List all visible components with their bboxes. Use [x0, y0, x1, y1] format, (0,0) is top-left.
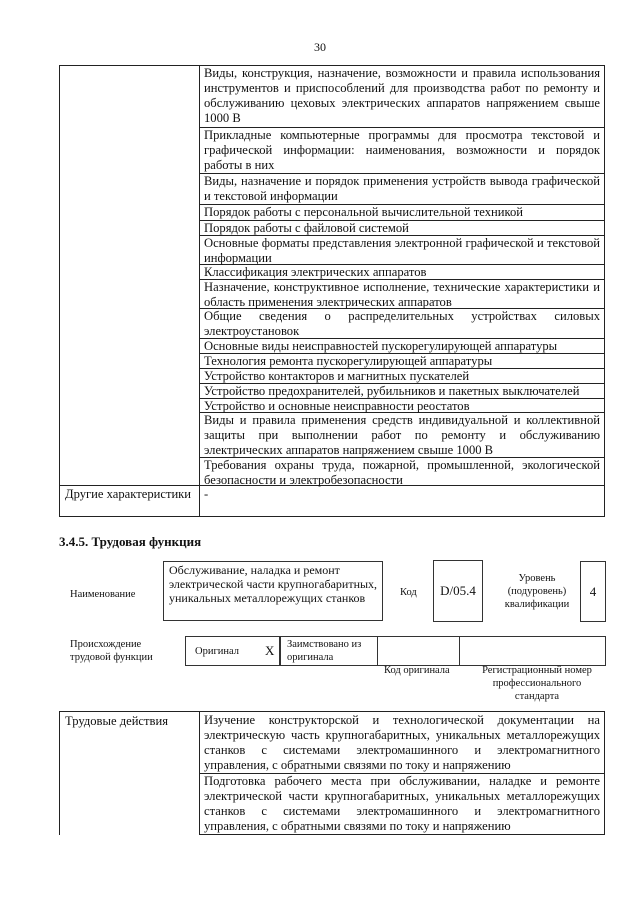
name-value-box [163, 561, 383, 621]
knowledge-item: Прикладные компьютерные программы для просмотра текстовой и графической информации: наименования, возможности и порядок работы в них [204, 128, 600, 172]
actions-label: Трудовые действия [65, 714, 169, 728]
origin-label: Происхождение трудовой функции [70, 639, 153, 663]
function-name: Обслуживание, наладка и ремонт электрической части крупногабаритных, уникальных металлорежущих станков [169, 563, 378, 605]
knowledge-item: Технология ремонта пускорегулирующей аппаратуры [204, 354, 493, 368]
knowledge-item: Классификация электрических аппаратов [204, 265, 427, 279]
knowledge-item: Основные форматы представления электронной графической и текстовой информации [204, 236, 600, 265]
knowledge-item: Устройство контакторов и магнитных пускателей [204, 369, 470, 383]
knowledge-item: Основные виды неисправностей пускорегулирующей аппаратуры [204, 339, 558, 353]
other-characteristics-label: Другие характеристики [65, 487, 192, 501]
borrowed-label: Заимствовано из оригинала [287, 639, 362, 663]
qualification-level: 4 [589, 584, 597, 599]
section-heading: 3.4.5. Трудовая функция [59, 534, 202, 549]
level-value-box [580, 561, 606, 622]
knowledge-item: Требования охраны труда, пожарной, промышленной, экологической безопасности и электробезопасности [204, 458, 600, 487]
knowledge-item: Виды, конструкция, назначение, возможности и правила использования инструментов и приспособлений для производства работ по ремонту и обслуживанию цеховых электрических аппаратов напряжением свыше 1000 В [204, 66, 600, 125]
borrowed-box [280, 636, 378, 666]
knowledge-item: Порядок работы с файловой системой [204, 221, 409, 235]
other-characteristics-value: - [204, 487, 209, 501]
knowledge-item: Устройство предохранителей, рубильников и пакетных выключателей [204, 384, 580, 398]
knowledge-item: Порядок работы с персональной вычислительной техникой [204, 205, 523, 219]
code-label: Код [400, 587, 417, 598]
function-code: D/05.4 [440, 583, 476, 598]
action-item: Подготовка рабочего места при обслуживании, наладке и ремонте электрической части крупногабаритных, уникальных металлорежущих станков с системами электромашинного и электромагнитного управления, с обратными связями по току и напряжению [204, 774, 600, 833]
reg-number-caption: Регистрационный номер профессионального стандарта [482, 665, 592, 702]
knowledge-item: Виды и правила применения средств индивидуальной и коллективной защиты при выполнении работ по ремонту и обслуживанию электрических аппаратов напряжением свыше 1000 В [204, 413, 600, 457]
level-label: Уровень (подуровень) квалификации [504, 573, 570, 610]
name-label: Наименование [70, 589, 136, 600]
action-item: Изучение конструкторской и технологической документации на электрическую часть крупногабаритных, уникальных металлорежущих станков с системами электромашинного и электромагнитного управления, с обратными связями по току и напряжению [204, 713, 600, 772]
reg-number-box [460, 636, 606, 666]
knowledge-item: Назначение, конструктивное исполнение, технические характеристики и область применения электрических аппаратов [204, 280, 600, 309]
original-code-box [378, 636, 460, 666]
knowledge-item: Общие сведения о распределительных устройствах силовых электроустановок [204, 309, 600, 338]
actions-table [59, 711, 605, 835]
page-number: 30 [314, 40, 326, 54]
original-code-caption: Код оригинала [384, 665, 450, 676]
original-mark: X [265, 643, 275, 658]
original-box [185, 636, 280, 666]
code-value-box [433, 560, 483, 622]
knowledge-table [59, 65, 605, 517]
knowledge-item: Устройство и основные неисправности реостатов [204, 399, 470, 413]
knowledge-item: Виды, назначение и порядок применения устройств вывода графической и текстовой информации [204, 174, 600, 203]
original-label: Оригинал [195, 646, 239, 657]
